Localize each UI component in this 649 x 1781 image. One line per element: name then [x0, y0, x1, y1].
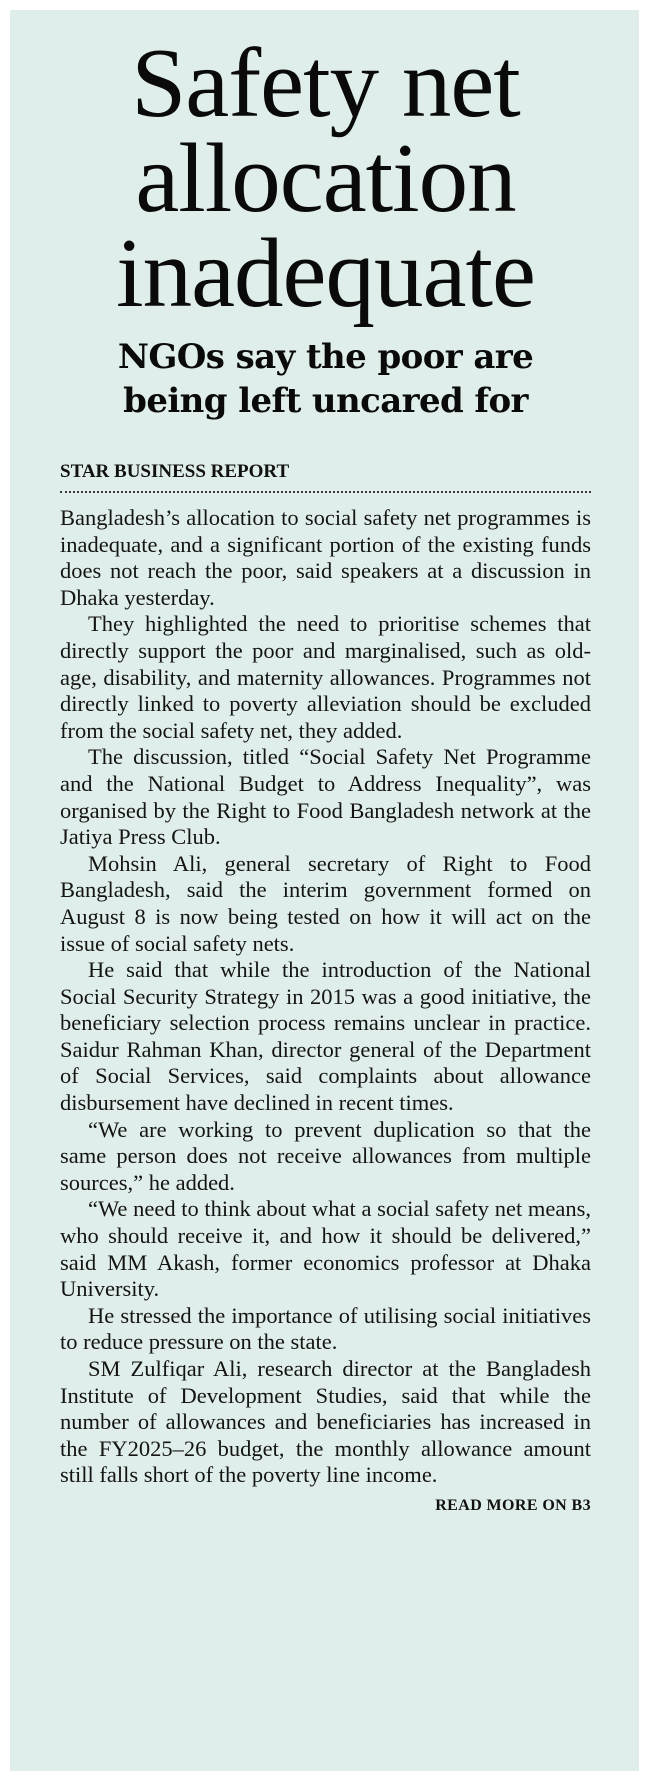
paragraph: “We are working to prevent duplication so that the same person does not receive allowances from multiple sources,” he added.: [60, 1116, 591, 1195]
byline: STAR BUSINESS REPORT: [60, 461, 591, 493]
paragraph: He said that while the introduction of the National Social Security Strategy in 2015 was a good initiative, the beneficiary selection process remains unclear in practice. Saidur Rahman Khan, director general of the Department of Social Services, said complaints about allowance disbursement have declined in recent times.: [60, 957, 591, 1116]
paragraph: “We need to think about what a social safety net means, who should receive it, and how it should be delivered,” said MM Akash, former economics professor at Dhaka University.: [60, 1196, 591, 1302]
paragraph: Mohsin Ali, general secretary of Right to Food Bangladesh, said the interim government formed on August 8 is now being tested on how it will act on the issue of social safety nets.: [60, 850, 591, 956]
subheadline: [60, 335, 591, 423]
paragraph: They highlighted the need to prioritise schemes that directly support the poor and marginalised, such as old-age, disability, and maternity allowances. Programmes not directly linked to poverty alleviation should be excluded from the social safety net, they added.: [60, 611, 591, 743]
paragraph: The discussion, titled “Social Safety Net Programme and the National Budget to Address Inequality”, was organised by the Right to Food Bangladesh network at the Jatiya Press Club.: [60, 744, 591, 850]
headline-line: inadequate: [116, 219, 535, 328]
article-panel: [10, 10, 639, 1771]
headline-line: allocation: [135, 124, 516, 233]
paragraph: SM Zulfiqar Ali, research director at the Bangladesh Institute of Development Studies, said that while the number of allowances and beneficiaries has increased in the FY2025–26 budget, the monthly allowance amount still falls short of the poverty line income.: [60, 1356, 591, 1488]
headline: [60, 29, 591, 328]
subheadline-line: being left uncared for: [123, 381, 528, 421]
paragraph: Bangladesh’s allocation to social safety net programmes is inadequate, and a significant portion of the existing funds does not reach the poor, said speakers at a discussion in Dhaka yesterday.: [60, 505, 591, 610]
headline-line: Safety net: [131, 29, 520, 138]
read-more-link[interactable]: READ MORE ON B3: [435, 1496, 591, 1514]
article-body: [60, 505, 591, 1489]
subheadline-line: NGOs say the poor are: [117, 337, 534, 377]
paragraph: He stressed the importance of utilising social initiatives to reduce pressure on the state.: [60, 1302, 591, 1355]
